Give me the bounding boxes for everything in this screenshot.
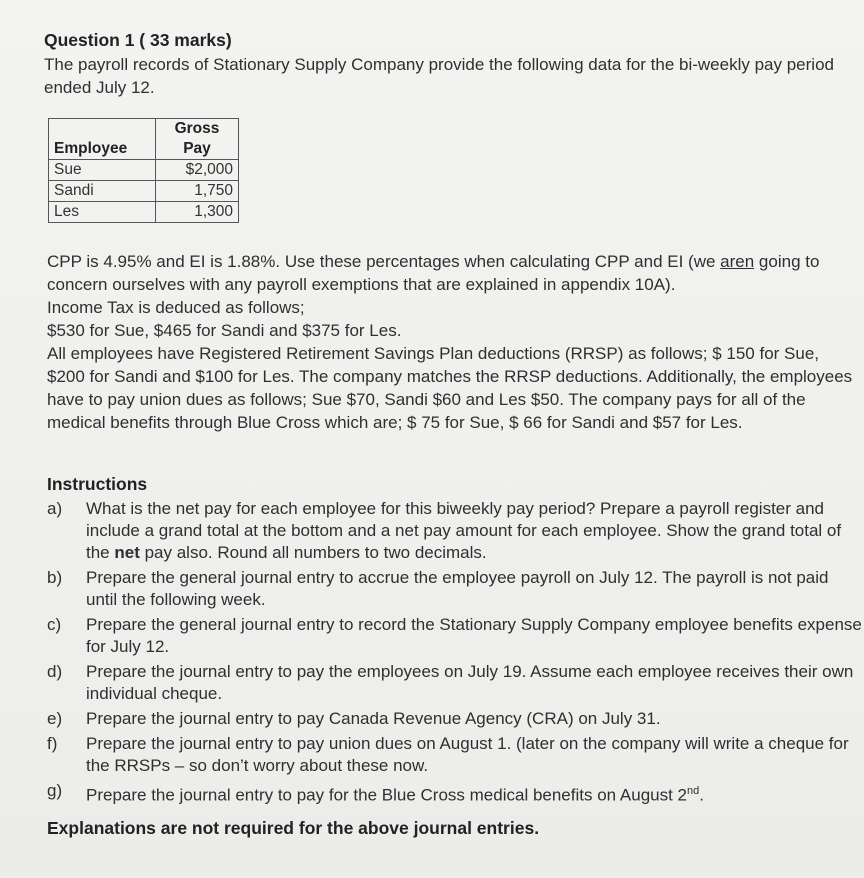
instruction-item-d bbox=[47, 661, 862, 705]
item-text: Prepare the journal entry to pay for the Blue Cross medical benefits on August 2 bbox=[86, 785, 688, 805]
rates-text: CPP is 4.95% and EI is 1.88%. Use these percentages when calculating CPP and EI (we bbox=[47, 252, 721, 271]
gross-pay-cell: 1,750 bbox=[156, 181, 239, 202]
employee-cell: Sue bbox=[49, 160, 156, 181]
instruction-item-c bbox=[47, 614, 862, 658]
question-title: Question 1 ( 33 marks) bbox=[44, 30, 232, 50]
item-text: Prepare the journal entry to pay Canada Revenue Agency (CRA) on July 31. bbox=[86, 709, 661, 728]
item-label: c) bbox=[47, 615, 62, 634]
rates-text-continued: going to concern ourselves with any payroll exemptions that are explained in appendix 10A). bbox=[47, 252, 820, 294]
gross-pay-cell: 1,300 bbox=[156, 202, 239, 223]
item-text: Prepare the general journal entry to record the Stationary Supply Company employee benefits expense for July 12. bbox=[86, 615, 862, 656]
table-header-row bbox=[49, 119, 239, 160]
question-body bbox=[47, 250, 859, 434]
employee-cell: Sandi bbox=[49, 181, 156, 202]
header-employee: Employee bbox=[49, 119, 156, 160]
item-text-end: . bbox=[699, 785, 704, 805]
item-text: Prepare the journal entry to pay union dues on August 1. (later on the company will write a cheque for the RRSPs – so don’t worry about these now. bbox=[86, 734, 849, 775]
body-paragraph-tax-amounts: $530 for Sue, $465 for Sandi and $375 for Les. bbox=[47, 321, 402, 340]
gross-pay-cell: $2,000 bbox=[156, 160, 239, 181]
item-bold-text: net bbox=[114, 543, 140, 562]
item-label: g) bbox=[47, 781, 63, 800]
item-label: d) bbox=[47, 662, 63, 681]
item-label: e) bbox=[47, 709, 63, 728]
instruction-item-f bbox=[47, 733, 862, 777]
instruction-item-e bbox=[47, 708, 862, 730]
instructions-list bbox=[47, 498, 862, 810]
body-paragraph-tax-intro: Income Tax is deduced as follows; bbox=[47, 298, 305, 317]
instructions-title: Instructions bbox=[47, 474, 148, 494]
body-paragraph-deductions: All employees have Registered Retirement Savings Plan deductions (RRSP) as follows; $ 150 for Sue, $200 for Sandi and $100 for Les. The company matches the RRSP deductions. Additionally, the employees have to pay union dues as follows; Sue $70, Sandi $60 and Les $50. The company pays for all of the medical benefits through Blue Cross which are; $ 75 for Sue, $ 66 for Sandi and $57 for Les. bbox=[47, 344, 853, 432]
instruction-item-g bbox=[47, 780, 862, 807]
closing-note: Explanations are not required for the above journal entries. bbox=[47, 818, 540, 838]
item-text: Prepare the journal entry to pay the employees on July 19. Assume each employee receives their own individual cheque. bbox=[86, 662, 854, 703]
question-intro: The payroll records of Stationary Supply Company provide the following data for the bi-weekly pay period ended July 12. bbox=[44, 55, 834, 97]
table-row bbox=[49, 181, 239, 202]
header-gross-pay: Gross Pay bbox=[156, 119, 239, 160]
item-label: a) bbox=[47, 499, 63, 518]
table-row bbox=[49, 160, 239, 181]
underlined-text: aren bbox=[720, 252, 755, 271]
payroll-table bbox=[48, 118, 239, 223]
item-text: Prepare the general journal entry to accrue the employee payroll on July 12. The payroll is not paid until the following week. bbox=[86, 568, 829, 609]
item-label: f) bbox=[47, 734, 58, 753]
body-paragraph-rates bbox=[47, 250, 859, 296]
item-label: b) bbox=[47, 568, 63, 587]
item-text: What is the net pay for each employee for this biweekly pay period? Prepare a payroll register and include a grand total at the bottom and a net pay amount for each employee. Show the grand total of the bbox=[86, 499, 842, 562]
employee-cell: Les bbox=[49, 202, 156, 223]
item-text-continued: pay also. Round all numbers to two decimals. bbox=[139, 543, 487, 562]
table-row bbox=[49, 202, 239, 223]
item-superscript: nd bbox=[687, 785, 700, 797]
instruction-item-a bbox=[47, 498, 862, 564]
instruction-item-b bbox=[47, 567, 862, 611]
